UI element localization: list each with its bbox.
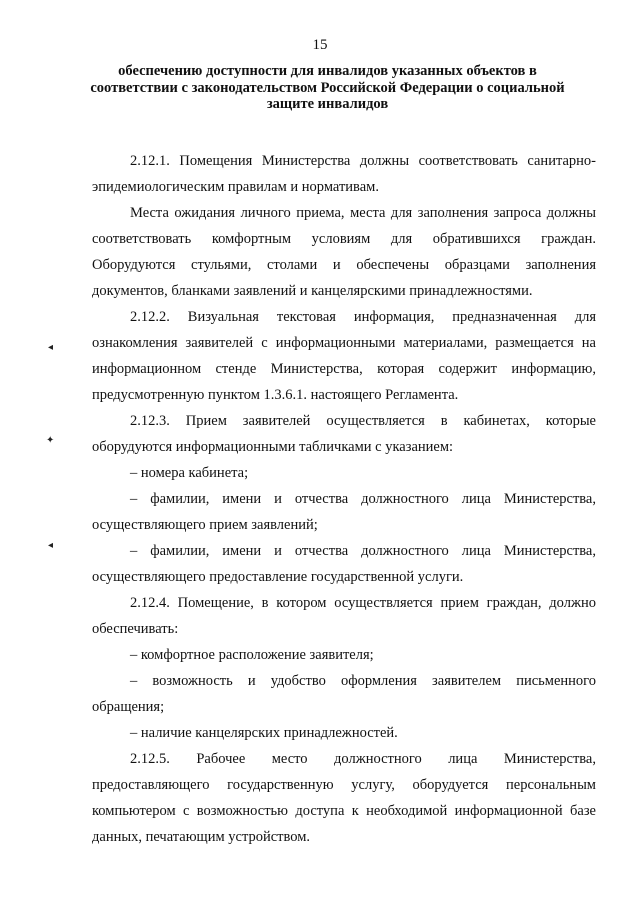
scan-mark: ◂ xyxy=(48,540,54,551)
section-heading: обеспечению доступности для инвалидов указанных объектов в соответствии с законодательством Российской Федерации о социальной защите инвалидов xyxy=(90,63,565,112)
paragraph-2-12-5: 2.12.5. Рабочее место должностного лица Министерства, предоставляющего государственную услугу, оборудуется персональным компьютером с возможностью доступа к необходимой информационной базе данных, печатающим устройством. xyxy=(92,751,596,845)
list-item-writing-convenience: – возможность и удобство оформления заявителем письменного обращения; xyxy=(92,673,596,715)
list-item-official-name-applications: – фамилии, имени и отчества должностного лица Министерства, осуществляющего прием заявлений; xyxy=(92,491,596,533)
scan-mark: ◂ xyxy=(48,342,54,353)
paragraph-2-12-4: 2.12.4. Помещение, в котором осуществляется прием граждан, должно обеспечивать: xyxy=(92,595,596,637)
page-number: 15 xyxy=(312,37,328,53)
list-item-comfortable-placement: – комфортное расположение заявителя; xyxy=(130,647,374,663)
paragraph-2-12-2: 2.12.2. Визуальная текстовая информация, предназначенная для ознакомления заявителей с информационными материалами, размещается на информационном стенде Министерства, которая содержит информацию, предусмотренную пунктом 1.3.6.1. настоящего Регламента. xyxy=(92,309,596,403)
list-item-stationery: – наличие канцелярских принадлежностей. xyxy=(130,725,398,741)
paragraph-2-12-3: 2.12.3. Прием заявителей осуществляется в кабинетах, которые оборудуются информационными табличками с указанием: xyxy=(92,413,596,455)
scan-mark: ✦ xyxy=(46,435,55,446)
list-item-official-name-service: – фамилии, имени и отчества должностного лица Министерства, осуществляющего предоставление государственной услуги. xyxy=(92,543,596,585)
paragraph-waiting-places: Места ожидания личного приема, места для заполнения запроса должны соответствовать комфортным условиям для обратившихся граждан. Оборудуются стульями, столами и обеспечены образцами заполнения документов, бланками заявлений и канцелярскими принадлежностями. xyxy=(92,205,596,299)
document-body xyxy=(92,148,596,850)
list-item-room-number: – номера кабинета; xyxy=(130,465,249,481)
paragraph-2-12-1: 2.12.1. Помещения Министерства должны соответствовать санитарно-эпидемиологическим правилам и нормативам. xyxy=(92,153,596,195)
